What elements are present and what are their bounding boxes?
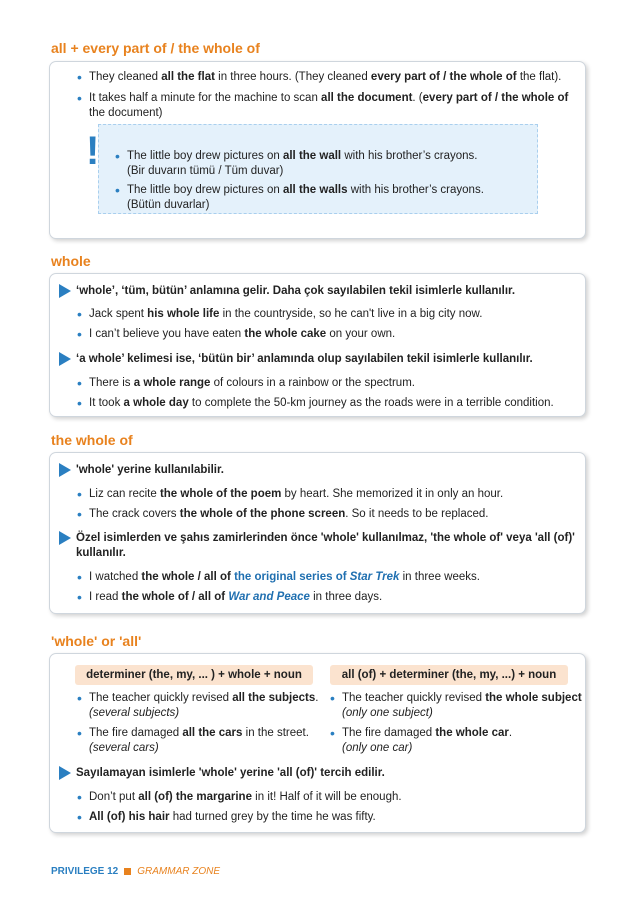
example-line: I can’t believe you have eaten the whole cake on your own. xyxy=(89,328,396,340)
pill-all-pattern: all (of) + determiner (the, my, ...) + noun xyxy=(330,665,568,685)
rule-line-cont: kullanılır. xyxy=(76,547,126,559)
bullet: • xyxy=(77,506,82,522)
rule-line: Sayılamayan isimlerle 'whole' yerine 'all (of)' tercih edilir. xyxy=(76,767,385,779)
bullet: • xyxy=(77,690,82,706)
section-title-all-every: all + every part of / the whole of xyxy=(51,40,260,56)
bullet: • xyxy=(77,90,82,106)
bullet: • xyxy=(77,306,82,322)
bullet: • xyxy=(77,395,82,411)
example-line: The fire damaged all the cars in the street. xyxy=(89,727,309,739)
triangle-icon xyxy=(59,463,71,477)
example-line: The teacher quickly revised all the subjects. xyxy=(89,692,319,704)
example-line-cont: the document) xyxy=(89,107,163,119)
bullet: • xyxy=(77,725,82,741)
rule-line: ‘whole’, ‘tüm, bütün’ anlamına gelir. Daha çok sayılabilen tekil isimlerle kullanılır. xyxy=(76,285,516,297)
example-line: It takes half a minute for the machine to scan all the document. (every part of / the whole of xyxy=(89,92,569,104)
bullet: • xyxy=(77,326,82,342)
pill-whole-pattern: determiner (the, my, ... ) + whole + noun xyxy=(75,665,313,685)
example-line: The teacher quickly revised the whole subject xyxy=(342,692,582,704)
example-line: The crack covers the whole of the phone screen. So it needs to be replaced. xyxy=(89,508,489,520)
example-note: (only one car) xyxy=(342,742,413,754)
example-line: Jack spent his whole life in the countryside, so he can't live in a big city now. xyxy=(89,308,483,320)
example-line: Liz can recite the whole of the poem by heart. She memorized it in only an hour. xyxy=(89,488,504,500)
bullet: • xyxy=(77,486,82,502)
example-line: It took a whole day to complete the 50-km journey as the roads were in a terrible condition. xyxy=(89,397,554,409)
triangle-icon xyxy=(59,766,71,780)
example-line: I watched the whole / all of the original series of Star Trek in three weeks. xyxy=(89,571,480,583)
bullet: • xyxy=(115,182,120,198)
bullet: • xyxy=(77,589,82,605)
example-line: There is a whole range of colours in a rainbow or the spectrum. xyxy=(89,377,415,389)
bullet: • xyxy=(77,809,82,825)
rule-line: Özel isimlerden ve şahıs zamirlerinden önce 'whole' kullanılmaz, 'the whole of' veya 'all (of)' xyxy=(76,532,575,544)
note-line: The little boy drew pictures on all the walls with his brother’s crayons. xyxy=(127,184,484,196)
footer-book: PRIVILEGE 12 xyxy=(51,866,119,877)
example-line: Don’t put all (of) the margarine in it! Half of it will be enough. xyxy=(89,791,402,803)
bullet: • xyxy=(77,69,82,85)
note-translation: (Bir duvarın tümü / Tüm duvar) xyxy=(127,165,284,177)
page-footer xyxy=(51,866,220,877)
example-note: (only one subject) xyxy=(342,707,433,719)
example-note: (several subjects) xyxy=(89,707,180,719)
triangle-icon xyxy=(59,284,71,298)
rule-line: 'whole' yerine kullanılabilir. xyxy=(76,464,224,476)
example-line: They cleaned all the flat in three hours. (They cleaned every part of / the whole of the flat). xyxy=(89,71,562,83)
note-line: The little boy drew pictures on all the wall with his brother’s crayons. xyxy=(127,150,478,162)
example-line: All (of) his hair had turned grey by the time he was fifty. xyxy=(89,811,376,823)
footer-square-icon xyxy=(124,868,131,875)
rule-line: ‘a whole’ kelimesi ise, ‘bütün bir’ anlamında olup sayılabilen tekil isimlerle kullanılır. xyxy=(76,353,533,365)
bullet: • xyxy=(115,148,120,164)
section-title-whole-or-all: 'whole' or 'all' xyxy=(51,633,142,649)
bullet: • xyxy=(77,789,82,805)
bullet: • xyxy=(330,725,335,741)
triangle-icon xyxy=(59,531,71,545)
bullet: • xyxy=(77,375,82,391)
section-title-the-whole-of: the whole of xyxy=(51,432,133,448)
example-line: The fire damaged the whole car. xyxy=(342,727,513,739)
footer-zone: GRAMMAR ZONE xyxy=(137,866,221,877)
bullet: • xyxy=(77,569,82,585)
triangle-icon xyxy=(59,352,71,366)
section-title-whole: whole xyxy=(51,253,91,269)
note-translation: (Bütün duvarlar) xyxy=(127,199,210,211)
example-line: I read the whole of / all of War and Peace in three days. xyxy=(89,591,383,603)
example-note: (several cars) xyxy=(89,742,159,754)
exclamation-icon: ! xyxy=(86,129,100,173)
bullet: • xyxy=(330,690,335,706)
